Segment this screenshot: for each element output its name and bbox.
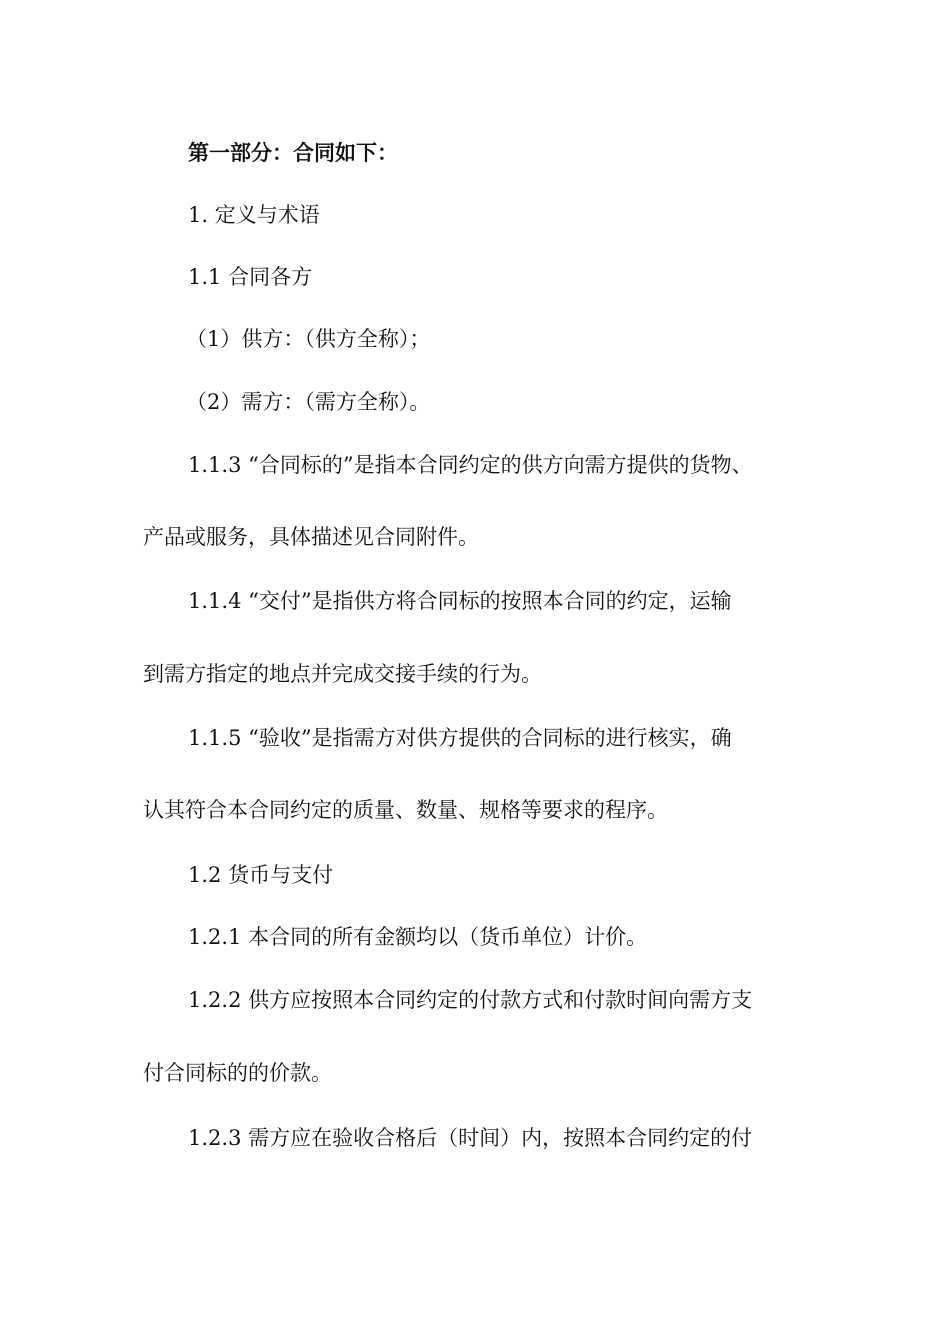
clause-1-2-2-line-1: 1.2.2 供方应按照本合同约定的付款方式和付款时间向需方支 — [188, 988, 753, 1012]
clause-1-1-5-line-2: 认其符合本合同约定的质量、数量、规格等要求的程序。 — [143, 798, 668, 822]
clause-1-1-4-line-2: 到需方指定的地点并完成交接手续的行为。 — [143, 662, 542, 686]
clause-1-1-3-line-2: 产品或服务，具体描述见合同附件。 — [143, 525, 479, 549]
clause-1-2-title: 1.2 货币与支付 — [188, 863, 334, 887]
clause-1-2-2-line-2: 付合同标的的价款。 — [143, 1061, 332, 1085]
clause-1-1-3-line-1: 1.1.3 “合同标的”是指本合同约定的供方向需方提供的货物、 — [188, 453, 753, 477]
section-heading: 第一部分：合同如下： — [188, 140, 398, 165]
clause-1-2-1: 1.2.1 本合同的所有金额均以（货币单位）计价。 — [188, 925, 648, 949]
party-buyer: （2）需方：（需方全称）。 — [186, 390, 431, 414]
party-supplier: （1）供方：（供方全称）； — [186, 327, 431, 351]
clause-1-1-title: 1.1 合同各方 — [188, 265, 313, 289]
clause-1-title: 1. 定义与术语 — [188, 203, 320, 227]
clause-1-2-3-line-1: 1.2.3 需方应在验收合格后（时间）内，按照本合同约定的付 — [188, 1126, 753, 1150]
clause-1-1-5-line-1: 1.1.5 “验收”是指需方对供方提供的合同标的进行核实，确 — [188, 726, 732, 750]
clause-1-1-4-line-1: 1.1.4 “交付”是指供方将合同标的按照本合同的约定，运输 — [188, 589, 732, 613]
